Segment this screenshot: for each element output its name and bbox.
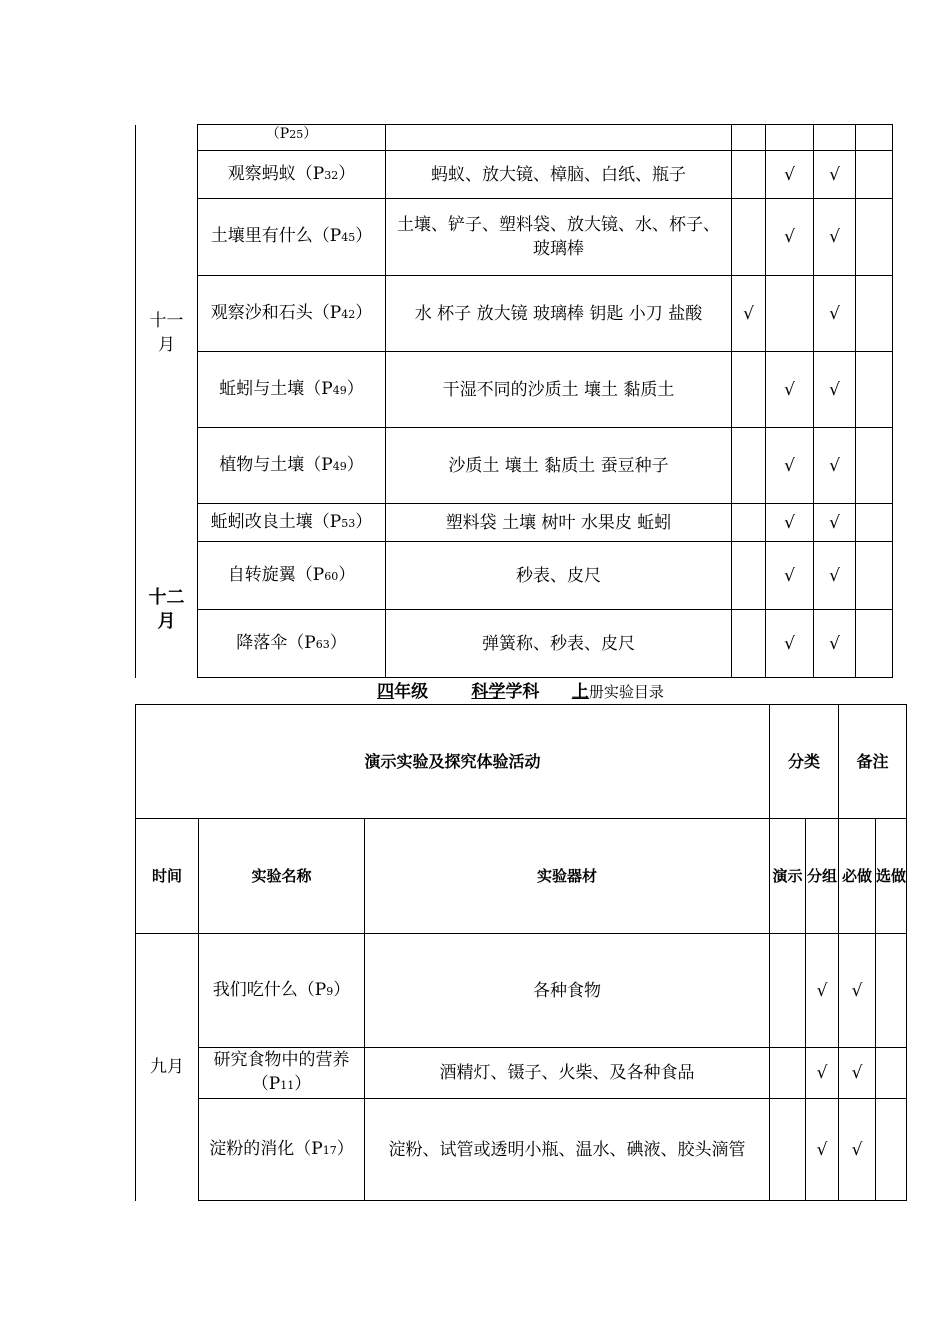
group-mark: √ [766, 542, 814, 610]
demo-mark [732, 542, 766, 610]
group-mark: √ [806, 1099, 839, 1201]
demo-mark [732, 352, 766, 428]
optional-mark [856, 504, 893, 542]
title-grade: 四 [377, 682, 395, 702]
experiment-materials: 各种食物 [365, 934, 770, 1048]
title-tail: 册实验目录 [588, 683, 664, 701]
experiment-materials: 淀粉、试管或透明小瓶、温水、碘液、胶头滴管 [365, 1099, 770, 1201]
table-row [136, 125, 893, 151]
required-mark: √ [839, 934, 876, 1048]
table-row [136, 151, 893, 199]
experiment-materials: 塑料袋 土壤 树叶 水果皮 蚯蚓 [386, 504, 732, 542]
experiment-materials: 沙质土 壤土 黏质土 蚕豆种子 [386, 428, 732, 504]
experiment-name: 降落伞（P63） [198, 610, 386, 678]
required-mark: √ [814, 542, 856, 610]
required-mark [814, 125, 856, 151]
col-demo: 演示 [770, 819, 806, 934]
required-mark: √ [839, 1099, 876, 1201]
title-subject-suffix: 学科 [505, 682, 540, 702]
group-mark: √ [806, 1048, 839, 1099]
optional-mark [876, 1048, 907, 1099]
table-row [136, 504, 893, 542]
group-mark: √ [766, 428, 814, 504]
required-mark: √ [839, 1048, 876, 1099]
col-optional: 选做 [876, 819, 907, 934]
required-mark: √ [814, 610, 856, 678]
experiment-name: 蚯蚓与土壤（P49） [198, 352, 386, 428]
experiment-materials: 弹簧称、秒表、皮尺 [386, 610, 732, 678]
group-mark: √ [766, 610, 814, 678]
required-mark: √ [814, 352, 856, 428]
experiment-name: 研究食物中的营养（P11） [199, 1048, 365, 1099]
experiment-name: （P25） [198, 125, 386, 151]
experiment-materials: 酒精灯、镊子、火柴、及各种食品 [365, 1048, 770, 1099]
experiment-materials: 水 杯子 放大镜 玻璃棒 钥匙 小刀 盐酸 [386, 276, 732, 352]
experiment-materials: 秒表、皮尺 [386, 542, 732, 610]
optional-mark [856, 276, 893, 352]
required-mark: √ [814, 428, 856, 504]
group-mark [766, 125, 814, 151]
experiment-name: 观察蚂蚁（P32） [198, 151, 386, 199]
table-row [136, 1099, 907, 1201]
group-mark: √ [766, 504, 814, 542]
col-time: 时间 [136, 819, 199, 934]
demo-mark [732, 428, 766, 504]
experiment-name: 植物与土壤（P49） [198, 428, 386, 504]
table-row [136, 934, 907, 1048]
experiment-name: 自转旋翼（P60） [198, 542, 386, 610]
table-row [136, 610, 893, 678]
demo-mark [732, 199, 766, 276]
table-row [136, 1048, 907, 1099]
demo-mark [770, 934, 806, 1048]
required-mark: √ [814, 276, 856, 352]
group-mark: √ [766, 151, 814, 199]
table-row [136, 542, 893, 610]
col-materials: 实验器材 [365, 819, 770, 934]
header-category: 分类 [770, 705, 839, 819]
catalog-title [135, 680, 906, 704]
demo-mark: √ [732, 276, 766, 352]
optional-mark [856, 151, 893, 199]
table-row [136, 199, 893, 276]
demo-mark [732, 610, 766, 678]
col-required: 必做 [839, 819, 876, 934]
demo-mark [732, 504, 766, 542]
required-mark: √ [814, 199, 856, 276]
experiment-table-continued [135, 124, 893, 678]
experiment-materials: 蚂蚁、放大镜、樟脑、白纸、瓶子 [386, 151, 732, 199]
optional-mark [856, 428, 893, 504]
optional-mark [876, 934, 907, 1048]
header-activities: 演示实验及探究体验活动 [136, 705, 770, 819]
month-cell: 十二 月 [136, 542, 198, 678]
experiment-name: 土壤里有什么（P45） [198, 199, 386, 276]
demo-mark [732, 151, 766, 199]
group-mark [766, 276, 814, 352]
optional-mark [856, 542, 893, 610]
optional-mark [856, 610, 893, 678]
demo-mark [732, 125, 766, 151]
optional-mark [856, 199, 893, 276]
demo-mark [770, 1099, 806, 1201]
optional-mark [876, 1099, 907, 1201]
title-volume: 上 [571, 682, 589, 702]
month-cell: 九月 [136, 934, 199, 1201]
experiment-name: 淀粉的消化（P17） [199, 1099, 365, 1201]
experiment-name: 蚯蚓改良土壤（P53） [198, 504, 386, 542]
demo-mark [770, 1048, 806, 1099]
group-mark: √ [766, 199, 814, 276]
experiment-materials: 干湿不同的沙质土 壤土 黏质土 [386, 352, 732, 428]
experiment-table [135, 704, 907, 1201]
col-name: 实验名称 [199, 819, 365, 934]
group-mark: √ [766, 352, 814, 428]
required-mark: √ [814, 504, 856, 542]
optional-mark [856, 125, 893, 151]
table-row [136, 276, 893, 352]
title-grade-suffix: 年级 [394, 682, 429, 702]
experiment-materials: 土壤、铲子、塑料袋、放大镜、水、杯子、玻璃棒 [386, 199, 732, 276]
experiment-materials [386, 125, 732, 151]
month-cell: 十一 月 [136, 125, 198, 542]
col-group: 分组 [806, 819, 839, 934]
title-subject: 科学 [471, 682, 506, 702]
experiment-name: 我们吃什么（P9） [199, 934, 365, 1048]
experiment-name: 观察沙和石头（P42） [198, 276, 386, 352]
table-row [136, 352, 893, 428]
required-mark: √ [814, 151, 856, 199]
header-remark: 备注 [839, 705, 907, 819]
table-row [136, 428, 893, 504]
group-mark: √ [806, 934, 839, 1048]
optional-mark [856, 352, 893, 428]
